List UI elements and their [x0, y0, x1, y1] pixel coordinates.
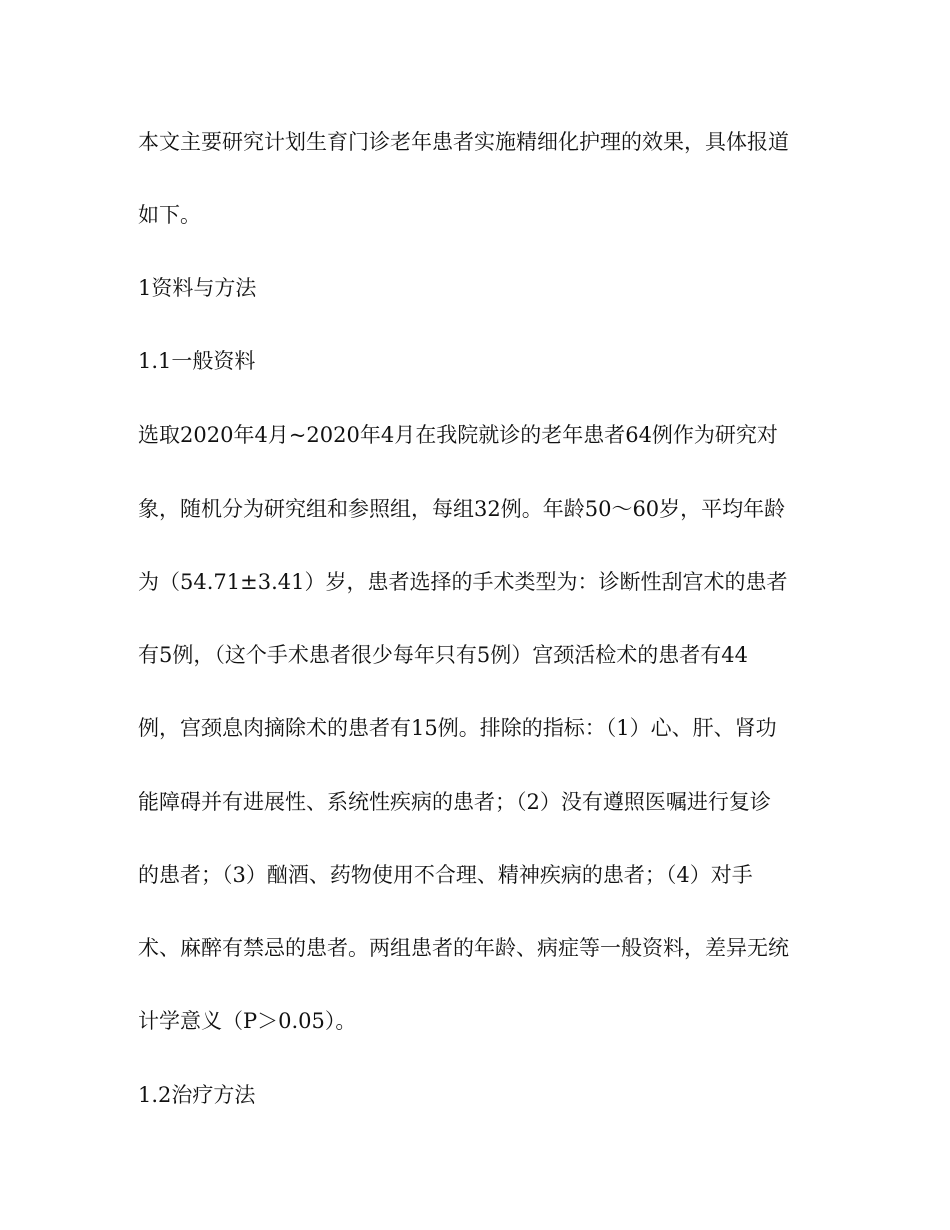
body-text-line: 有5例，（这个手术患者很少每年只有5例）宫颈活检术的患者有44 [138, 643, 748, 667]
subsection-heading: 1.2治疗方法 [138, 1083, 256, 1107]
section-heading: 1资料与方法 [138, 276, 257, 300]
body-text-line: 本文主要研究计划生育门诊老年患者实施精细化护理的效果，具体报道 [138, 130, 789, 154]
body-text-line: 术、麻醉有禁忌的患者。两组患者的年龄、病症等一般资料，差异无统 [138, 936, 789, 960]
body-text-line: 的患者；（3）酗酒、药物使用不合理、精神疾病的患者；（4）对手 [138, 863, 753, 887]
body-text-line: 能障碍并有进展性、系统性疾病的患者；（2）没有遵照医嘱进行复诊 [138, 790, 771, 814]
body-text-line: 象，随机分为研究组和参照组，每组32例。年龄50～60岁，平均年龄 [138, 497, 786, 521]
body-text-line: 为（54.71±3.41）岁，患者选择的手术类型为：诊断性刮宫术的患者 [138, 570, 788, 594]
body-text-line: 计学意义（P＞0.05）。 [138, 1009, 357, 1033]
body-text-line: 如下。 [138, 203, 201, 227]
body-text-line: 例，宫颈息肉摘除术的患者有15例。排除的指标：（1）心、肝、肾功 [138, 716, 777, 740]
body-text-line: 选取2020年4月~2020年4月在我院就诊的老年患者64例作为研究对 [138, 423, 778, 447]
subsection-heading: 1.1一般资料 [138, 349, 256, 373]
